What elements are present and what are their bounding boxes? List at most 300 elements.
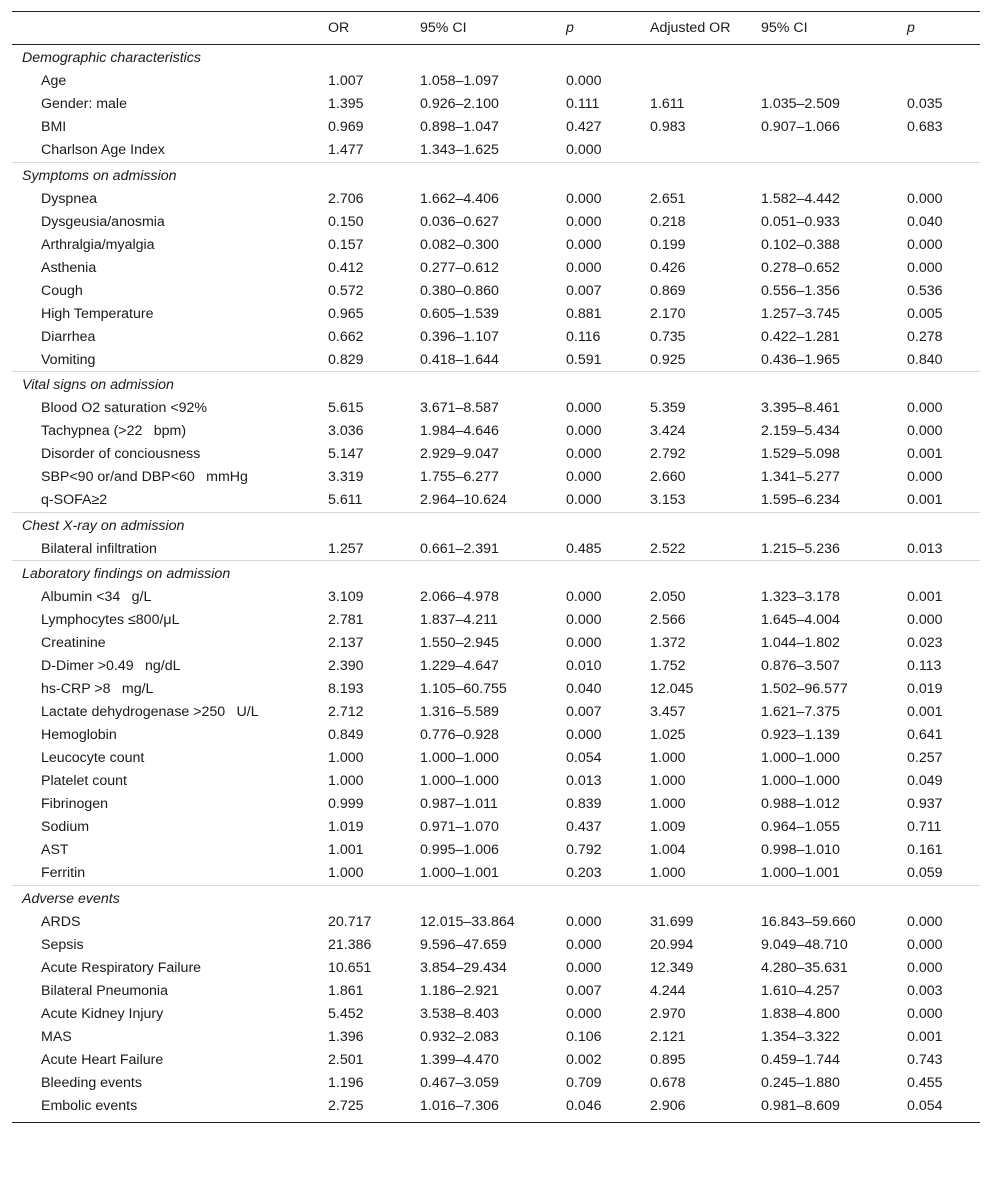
table-row — [12, 443, 980, 466]
adjusted-p-cell: 0.257 — [907, 750, 943, 766]
adjusted-or-cell: 0.869 — [650, 282, 686, 299]
adjusted-ci-cell: 1.044–1.802 — [761, 635, 840, 651]
adjusted-or-cell: 0.426 — [650, 259, 686, 276]
adjusted-ci-cell: 1.582–4.442 — [761, 190, 840, 207]
or-cell: 5.147 — [328, 446, 364, 462]
or-cell: 0.662 — [328, 328, 364, 345]
p-cell: 0.040 — [566, 681, 602, 697]
adjusted-ci-cell: 4.280–35.631 — [761, 959, 848, 976]
variable-cell: Platelet count — [41, 773, 127, 789]
header-row — [12, 12, 980, 45]
adjusted-ci-cell: 0.051–0.933 — [761, 213, 840, 230]
adjusted-or-cell: 12.349 — [650, 959, 694, 976]
adjusted-p-cell: 0.161 — [907, 842, 943, 858]
or-cell: 2.712 — [328, 704, 364, 720]
variable-cell: AST — [41, 842, 69, 858]
ci-cell: 1.399–4.470 — [420, 1051, 499, 1068]
adjusted-or-cell: 2.906 — [650, 1097, 686, 1114]
or-cell: 5.615 — [328, 400, 364, 416]
adjusted-p-cell: 0.000 — [907, 190, 943, 207]
adjusted-p-cell — [897, 70, 980, 93]
adjusted-ci-cell: 1.323–3.178 — [761, 589, 840, 605]
adjusted-ci-cell: 1.838–4.800 — [761, 1005, 840, 1022]
ci-cell: 2.929–9.047 — [420, 446, 499, 462]
p-cell: 0.000 — [566, 492, 602, 508]
adjusted-or-cell: 1.009 — [650, 819, 686, 835]
ci-cell: 1.550–2.945 — [420, 635, 499, 651]
adjusted-ci-cell: 1.621–7.375 — [761, 704, 840, 720]
ci-cell: 2.066–4.978 — [420, 589, 499, 605]
variable-cell: Vomiting — [41, 351, 96, 368]
adjusted-or-cell: 31.699 — [650, 913, 694, 930]
p-cell: 0.427 — [566, 119, 602, 135]
adjusted-ci-cell: 1.000–1.000 — [761, 773, 840, 789]
p-cell: 0.792 — [566, 842, 602, 858]
table-row — [12, 139, 980, 163]
p-cell: 0.046 — [566, 1097, 602, 1114]
variable-cell: Bleeding events — [41, 1074, 142, 1091]
adjusted-p-cell: 0.049 — [907, 773, 943, 789]
adjusted-ci-cell: 1.000–1.000 — [761, 750, 840, 766]
p-cell: 0.000 — [566, 727, 602, 743]
p-cell: 0.000 — [566, 635, 602, 651]
section-row — [12, 561, 980, 586]
adjusted-ci-cell: 0.278–0.652 — [761, 259, 840, 276]
p-cell: 0.013 — [566, 773, 602, 789]
adjusted-or-cell — [640, 139, 751, 163]
table-body — [12, 45, 980, 1123]
adjusted-ci-cell: 0.436–1.965 — [761, 351, 840, 368]
or-cell: 1.395 — [328, 96, 364, 112]
ci-cell: 0.036–0.627 — [420, 213, 499, 230]
header-cell-or: OR — [328, 20, 350, 36]
variable-cell: Albumin <34 g/L — [41, 589, 152, 605]
table-row — [12, 537, 980, 561]
or-cell: 3.319 — [328, 469, 364, 485]
or-cell: 1.477 — [328, 142, 364, 158]
adjusted-p-cell: 0.278 — [907, 328, 943, 345]
p-cell: 0.839 — [566, 796, 602, 812]
adjusted-or-cell: 1.025 — [650, 727, 686, 743]
variable-cell: Ferritin — [41, 865, 86, 881]
adjusted-or-cell: 3.424 — [650, 423, 686, 439]
p-cell: 0.000 — [566, 423, 602, 439]
or-cell: 0.849 — [328, 727, 364, 743]
adjusted-or-cell: 0.678 — [650, 1074, 686, 1091]
p-cell: 0.010 — [566, 658, 602, 674]
or-cell: 0.965 — [328, 305, 364, 322]
ci-cell: 1.343–1.625 — [420, 142, 499, 158]
variable-cell: Hemoglobin — [41, 727, 117, 743]
adjusted-p-cell: 0.000 — [907, 423, 943, 439]
variable-cell: High Temperature — [41, 305, 154, 322]
table-row — [12, 70, 980, 93]
adjusted-p-cell: 0.113 — [907, 658, 942, 674]
adjusted-ci-cell: 1.035–2.509 — [761, 96, 840, 112]
table-row — [12, 979, 980, 1002]
ci-cell: 0.995–1.006 — [420, 842, 499, 858]
ci-cell: 0.661–2.391 — [420, 540, 499, 557]
or-cell: 0.969 — [328, 119, 364, 135]
table-row — [12, 1071, 980, 1094]
adjusted-or-cell: 2.050 — [650, 589, 686, 605]
header-cell-adjusted-ci: 95% CI — [761, 20, 808, 36]
ci-cell: 1.662–4.406 — [420, 190, 499, 207]
or-cell: 8.193 — [328, 681, 364, 697]
variable-cell: Tachypnea (>22 bpm) — [41, 423, 187, 439]
adjusted-p-cell: 0.000 — [907, 1005, 943, 1022]
adjusted-or-cell: 0.983 — [650, 119, 686, 135]
adjusted-or-cell: 2.121 — [650, 1028, 686, 1045]
p-cell: 0.203 — [566, 865, 602, 881]
adjusted-p-cell: 0.536 — [907, 282, 943, 299]
variable-cell: Gender: male — [41, 96, 127, 112]
variable-cell: Charlson Age Index — [41, 142, 165, 158]
adjusted-p-cell: 0.000 — [907, 236, 943, 253]
adjusted-ci-cell: 2.159–5.434 — [761, 423, 840, 439]
p-cell: 0.116 — [566, 328, 601, 345]
p-cell: 0.709 — [566, 1074, 602, 1091]
section-title: Adverse events — [22, 890, 120, 907]
ci-cell: 0.932–2.083 — [420, 1028, 499, 1045]
table-row — [12, 862, 980, 886]
adjusted-p-cell: 0.000 — [907, 469, 943, 485]
adjusted-ci-cell — [751, 70, 897, 93]
table-row — [12, 1094, 980, 1122]
adjusted-ci-cell: 1.354–3.322 — [761, 1028, 840, 1045]
header-cell-ci: 95% CI — [420, 20, 467, 36]
or-cell: 5.452 — [328, 1005, 364, 1022]
table-row — [12, 302, 980, 325]
ci-cell: 9.596–47.659 — [420, 936, 507, 953]
adjusted-or-cell: 4.244 — [650, 982, 686, 999]
header-cell-adjusted-p: p — [907, 20, 915, 36]
adjusted-p-cell: 0.001 — [907, 704, 943, 720]
variable-cell: Bilateral Pneumonia — [41, 982, 168, 999]
variable-cell: Blood O2 saturation <92% — [41, 400, 208, 416]
p-cell: 0.007 — [566, 982, 602, 999]
adjusted-p-cell: 0.000 — [907, 959, 943, 976]
adjusted-ci-cell: 0.964–1.055 — [761, 819, 840, 835]
or-cell: 1.007 — [328, 73, 364, 89]
or-cell: 2.781 — [328, 612, 364, 628]
section-row — [12, 162, 980, 187]
variable-cell: Cough — [41, 282, 83, 299]
p-cell: 0.000 — [566, 469, 602, 485]
section-title: Chest X-ray on admission — [22, 517, 185, 534]
adjusted-or-cell: 12.045 — [650, 681, 694, 697]
adjusted-ci-cell: 0.556–1.356 — [761, 282, 840, 299]
variable-cell: Age — [41, 73, 67, 89]
or-cell: 1.257 — [328, 540, 364, 557]
table-row — [12, 793, 980, 816]
adjusted-p-cell: 0.019 — [907, 681, 943, 697]
ci-cell: 0.467–3.059 — [420, 1074, 499, 1091]
table-row — [12, 397, 980, 420]
ci-cell: 12.015–33.864 — [420, 913, 515, 930]
ci-cell: 1.058–1.097 — [420, 73, 499, 89]
adjusted-p-cell: 0.000 — [907, 913, 943, 930]
p-cell: 0.000 — [566, 959, 602, 976]
adjusted-ci-cell: 16.843–59.660 — [761, 913, 856, 930]
or-cell: 1.861 — [328, 982, 364, 999]
ci-cell: 1.316–5.589 — [420, 704, 499, 720]
p-cell: 0.000 — [566, 1005, 602, 1022]
or-cell: 3.109 — [328, 589, 364, 605]
table-row — [12, 956, 980, 979]
adjusted-p-cell: 0.001 — [907, 589, 943, 605]
or-cell: 0.150 — [328, 213, 364, 230]
adjusted-or-cell: 0.925 — [650, 351, 686, 368]
p-cell: 0.002 — [566, 1051, 602, 1068]
adjusted-p-cell: 0.013 — [907, 540, 943, 557]
or-cell: 0.572 — [328, 282, 364, 299]
variable-cell: Disorder of conciousness — [41, 446, 201, 462]
ci-cell: 1.000–1.000 — [420, 750, 499, 766]
table-header — [12, 12, 980, 45]
ci-cell: 2.964–10.624 — [420, 492, 507, 508]
section-row — [12, 372, 980, 397]
ci-cell: 0.605–1.539 — [420, 305, 499, 322]
p-cell: 0.054 — [566, 750, 602, 766]
or-cell: 1.000 — [328, 750, 364, 766]
variable-cell: D-Dimer >0.49 ng/dL — [41, 658, 181, 674]
ci-cell: 1.000–1.000 — [420, 773, 499, 789]
variable-cell: Leucocyte count — [41, 750, 145, 766]
p-cell: 0.000 — [566, 236, 602, 253]
p-cell: 0.111 — [566, 96, 600, 112]
odds-ratio-table — [12, 11, 980, 1123]
table-row — [12, 116, 980, 139]
table-row — [12, 1002, 980, 1025]
variable-cell: Lactate dehydrogenase >250 U/L — [41, 704, 259, 720]
or-cell: 2.137 — [328, 635, 364, 651]
adjusted-ci-cell: 1.595–6.234 — [761, 492, 840, 508]
adjusted-or-cell: 1.000 — [650, 865, 686, 881]
ci-cell: 0.987–1.011 — [420, 796, 498, 812]
variable-cell: Creatinine — [41, 635, 106, 651]
table-row — [12, 348, 980, 372]
adjusted-ci-cell: 1.610–4.257 — [761, 982, 840, 999]
adjusted-ci-cell: 9.049–48.710 — [761, 936, 848, 953]
adjusted-ci-cell: 1.215–5.236 — [761, 540, 840, 557]
variable-cell: Acute Respiratory Failure — [41, 959, 202, 976]
p-cell: 0.437 — [566, 819, 602, 835]
table-row — [12, 816, 980, 839]
adjusted-ci-cell: 1.341–5.277 — [761, 469, 840, 485]
adjusted-p-cell: 0.455 — [907, 1074, 943, 1091]
table-row — [12, 256, 980, 279]
section-row — [12, 885, 980, 910]
adjusted-p-cell: 0.001 — [907, 492, 943, 508]
ci-cell: 1.984–4.646 — [420, 423, 499, 439]
adjusted-ci-cell: 0.998–1.010 — [761, 842, 840, 858]
adjusted-p-cell: 0.054 — [907, 1097, 943, 1114]
adjusted-or-cell: 1.000 — [650, 796, 686, 812]
or-cell: 0.999 — [328, 796, 364, 812]
p-cell: 0.000 — [566, 913, 602, 930]
or-cell: 1.000 — [328, 773, 364, 789]
p-cell: 0.485 — [566, 540, 602, 557]
table-row — [12, 93, 980, 116]
adjusted-or-cell: 5.359 — [650, 400, 686, 416]
variable-cell: SBP<90 or/and DBP<60 mmHg — [41, 469, 248, 485]
adjusted-ci-cell: 0.459–1.744 — [761, 1051, 840, 1068]
table-row — [12, 609, 980, 632]
table-row — [12, 655, 980, 678]
p-cell: 0.591 — [566, 351, 602, 368]
adjusted-or-cell: 2.792 — [650, 446, 686, 462]
table-row — [12, 701, 980, 724]
adjusted-ci-cell — [751, 139, 897, 163]
or-cell: 1.000 — [328, 865, 364, 881]
table-container — [12, 11, 980, 1123]
adjusted-or-cell: 2.522 — [650, 540, 686, 557]
variable-cell: Bilateral infiltration — [41, 540, 157, 557]
variable-cell: Diarrhea — [41, 328, 96, 345]
table-row — [12, 770, 980, 793]
adjusted-ci-cell: 0.102–0.388 — [761, 236, 840, 253]
variable-cell: Arthralgia/myalgia — [41, 236, 155, 253]
table-row — [12, 233, 980, 256]
or-cell: 2.725 — [328, 1097, 364, 1114]
ci-cell: 1.000–1.001 — [420, 865, 499, 881]
adjusted-ci-cell: 3.395–8.461 — [761, 400, 840, 416]
adjusted-p-cell: 0.711 — [907, 819, 942, 835]
adjusted-p-cell: 0.840 — [907, 351, 943, 368]
adjusted-p-cell: 0.000 — [907, 400, 943, 416]
variable-cell: Lymphocytes ≤800/μL — [41, 612, 180, 628]
p-cell: 0.000 — [566, 142, 602, 158]
table-row — [12, 586, 980, 609]
adjusted-p-cell — [897, 139, 980, 163]
section-title: Vital signs on admission — [22, 377, 174, 393]
ci-cell: 3.671–8.587 — [420, 400, 499, 416]
adjusted-p-cell: 0.003 — [907, 982, 943, 999]
table-row — [12, 910, 980, 933]
table-row — [12, 325, 980, 348]
variable-cell: Dyspnea — [41, 190, 97, 207]
adjusted-ci-cell: 0.981–8.609 — [761, 1097, 840, 1114]
adjusted-ci-cell: 0.907–1.066 — [761, 119, 840, 135]
adjusted-or-cell: 1.611 — [650, 96, 685, 112]
ci-cell: 3.854–29.434 — [420, 959, 507, 976]
table-row — [12, 933, 980, 956]
adjusted-p-cell: 0.035 — [907, 96, 943, 112]
ci-cell: 0.082–0.300 — [420, 236, 499, 253]
p-cell: 0.000 — [566, 213, 602, 230]
p-cell: 0.000 — [566, 259, 602, 276]
ci-cell: 0.776–0.928 — [420, 727, 499, 743]
or-cell: 20.717 — [328, 913, 372, 930]
table-row — [12, 839, 980, 862]
table-row — [12, 420, 980, 443]
variable-cell: Acute Heart Failure — [41, 1051, 164, 1068]
ci-cell: 1.105–60.755 — [420, 681, 507, 697]
ci-cell: 1.016–7.306 — [420, 1097, 499, 1114]
p-cell: 0.000 — [566, 589, 602, 605]
table-row — [12, 210, 980, 233]
ci-cell: 0.418–1.644 — [420, 351, 499, 368]
ci-cell: 3.538–8.403 — [420, 1005, 499, 1022]
p-cell: 0.007 — [566, 282, 602, 299]
adjusted-ci-cell: 0.876–3.507 — [761, 658, 840, 674]
adjusted-or-cell: 0.735 — [650, 328, 686, 345]
variable-cell: Acute Kidney Injury — [41, 1005, 164, 1022]
adjusted-or-cell: 1.372 — [650, 635, 686, 651]
ci-cell: 1.229–4.647 — [420, 658, 499, 674]
variable-cell: Dysgeusia/anosmia — [41, 213, 165, 230]
adjusted-p-cell: 0.743 — [907, 1051, 943, 1068]
or-cell: 1.396 — [328, 1028, 364, 1045]
ci-cell: 0.926–2.100 — [420, 96, 499, 112]
or-cell: 0.157 — [328, 236, 364, 253]
adjusted-or-cell: 2.660 — [650, 469, 686, 485]
p-cell: 0.000 — [566, 73, 602, 89]
adjusted-p-cell: 0.000 — [907, 936, 943, 953]
ci-cell: 0.396–1.107 — [420, 328, 499, 345]
p-cell: 0.000 — [566, 400, 602, 416]
adjusted-ci-cell: 0.988–1.012 — [761, 796, 840, 812]
header-cell-p: p — [566, 20, 574, 36]
table-row — [12, 632, 980, 655]
or-cell: 2.390 — [328, 658, 364, 674]
table-row — [12, 279, 980, 302]
adjusted-or-cell: 0.199 — [650, 236, 686, 253]
ci-cell: 1.837–4.211 — [420, 612, 498, 628]
header-cell-adjusted-or: Adjusted OR — [650, 20, 731, 36]
adjusted-or-cell: 1.000 — [650, 773, 686, 789]
adjusted-ci-cell: 1.000–1.001 — [761, 865, 840, 881]
ci-cell: 0.898–1.047 — [420, 119, 499, 135]
adjusted-ci-cell: 0.245–1.880 — [761, 1074, 840, 1091]
variable-cell: q-SOFA≥2 — [41, 492, 108, 508]
ci-cell: 0.277–0.612 — [420, 259, 499, 276]
adjusted-or-cell: 2.651 — [650, 190, 686, 207]
adjusted-or-cell: 0.218 — [650, 213, 686, 230]
ci-cell: 1.755–6.277 — [420, 469, 499, 485]
section-row — [12, 512, 980, 537]
or-cell: 21.386 — [328, 936, 372, 953]
adjusted-or-cell: 3.153 — [650, 492, 686, 508]
adjusted-or-cell: 2.170 — [650, 305, 686, 322]
adjusted-or-cell: 20.994 — [650, 936, 694, 953]
variable-cell: Embolic events — [41, 1097, 138, 1114]
or-cell: 5.611 — [328, 492, 363, 508]
or-cell: 1.001 — [328, 842, 364, 858]
variable-cell: Sepsis — [41, 936, 84, 953]
table-row — [12, 747, 980, 770]
or-cell: 2.501 — [328, 1051, 364, 1068]
adjusted-or-cell: 1.752 — [650, 658, 686, 674]
or-cell: 3.036 — [328, 423, 364, 439]
adjusted-ci-cell: 1.645–4.004 — [761, 612, 840, 628]
p-cell: 0.000 — [566, 190, 602, 207]
table-row — [12, 466, 980, 489]
adjusted-p-cell: 0.023 — [907, 635, 943, 651]
adjusted-ci-cell: 1.529–5.098 — [761, 446, 840, 462]
or-cell: 10.651 — [328, 959, 372, 976]
adjusted-p-cell: 0.005 — [907, 305, 943, 322]
adjusted-p-cell: 0.001 — [907, 1028, 943, 1045]
ci-cell: 1.186–2.921 — [420, 982, 499, 999]
or-cell: 1.196 — [328, 1074, 364, 1091]
header-cell-variable — [12, 12, 318, 45]
adjusted-or-cell: 3.457 — [650, 704, 686, 720]
adjusted-p-cell: 0.001 — [907, 446, 943, 462]
adjusted-ci-cell: 1.502–96.577 — [761, 681, 848, 697]
or-cell: 1.019 — [328, 819, 364, 835]
